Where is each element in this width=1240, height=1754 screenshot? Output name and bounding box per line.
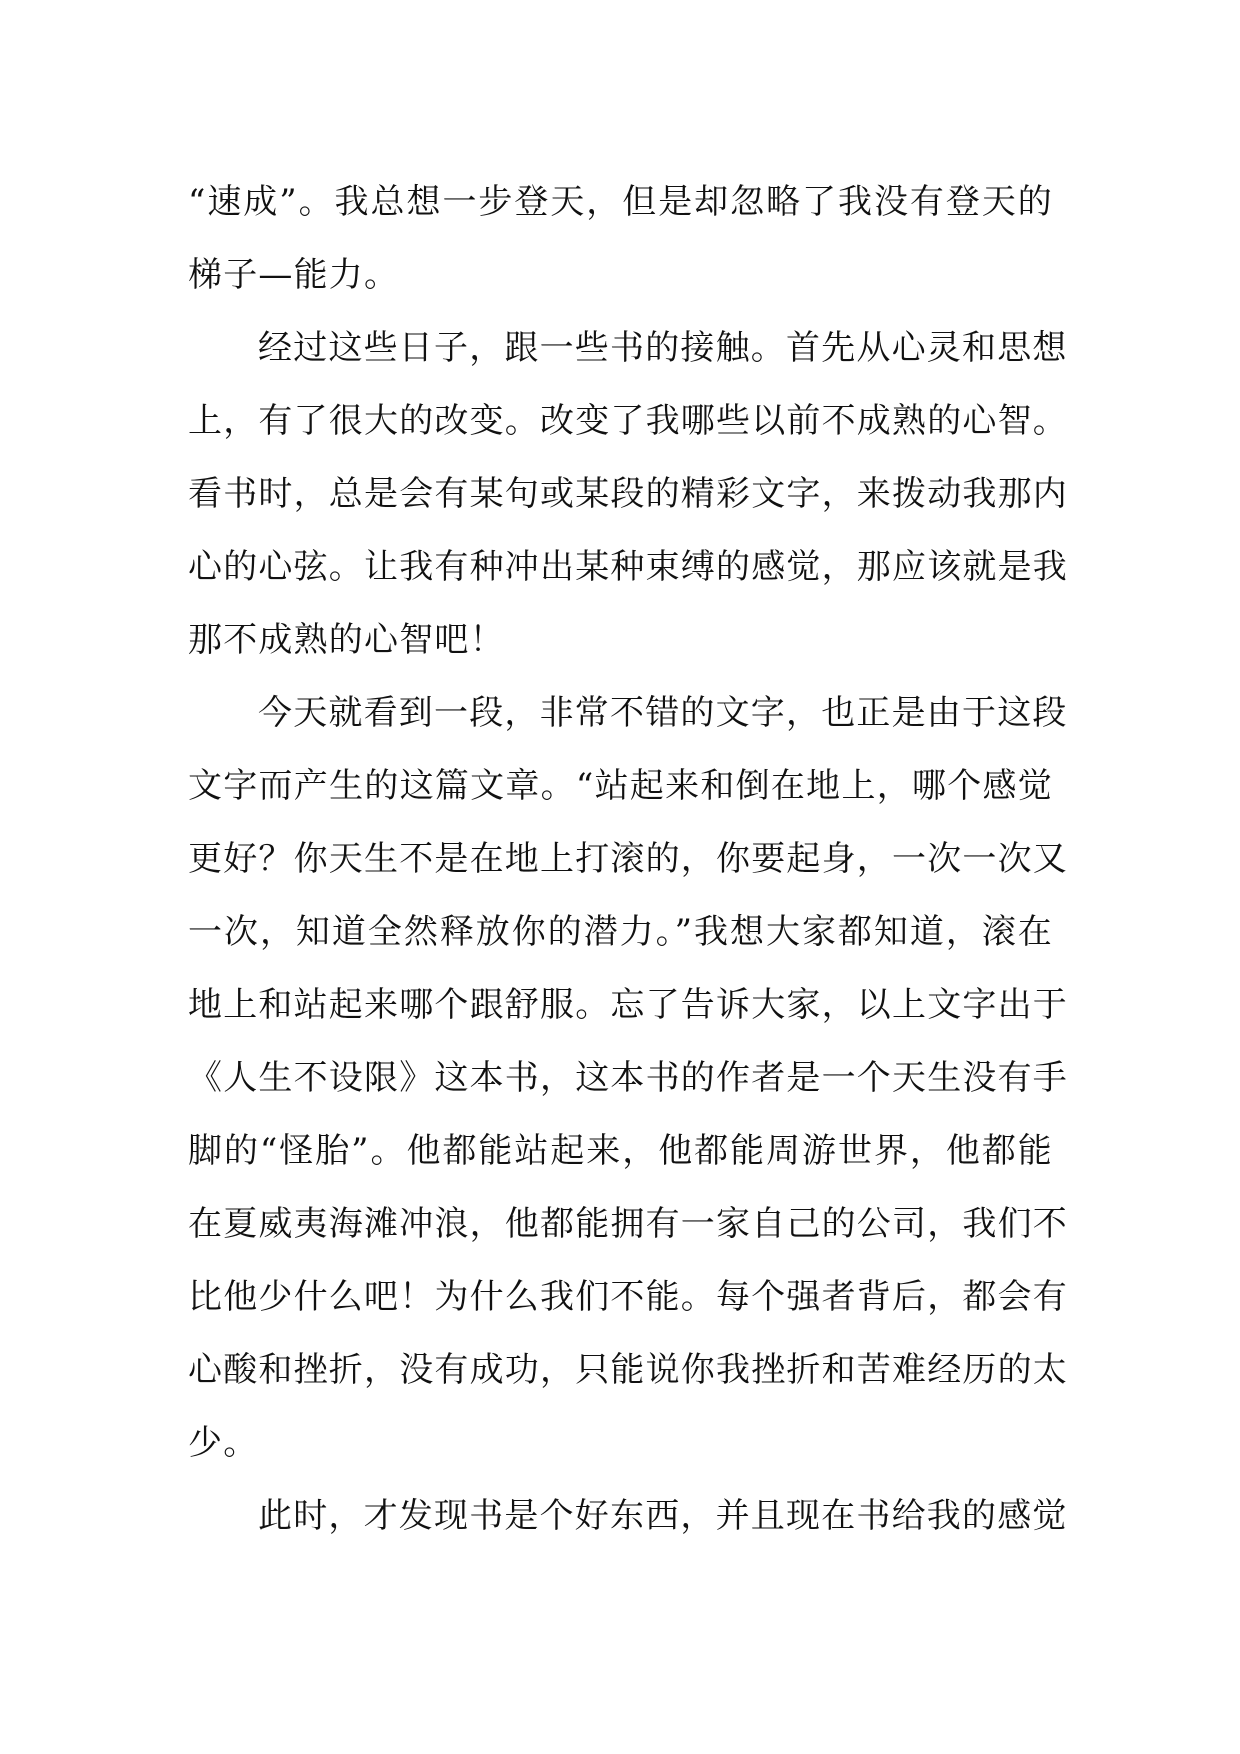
text-line-9: 文字而产生的这篇文章。“站起来和倒在地上，哪个感觉 xyxy=(188,766,1053,806)
text-line-8: 今天就看到一段，非常不错的文字，也正是由于这段 xyxy=(258,693,1068,733)
text-line-2: 梯子—能力。 xyxy=(188,255,400,295)
text-line-19: 此时，才发现书是个好东西，并且现在书给我的感觉 xyxy=(258,1496,1068,1536)
text-line-18: 少。 xyxy=(188,1423,259,1463)
text-line-16: 比他少什么吧！为什么我们不能。每个强者背后，都会有 xyxy=(188,1277,1068,1317)
text-line-1: “速成”。我总想一步登天，但是却忽略了我没有登天的 xyxy=(188,182,1053,222)
text-line-10: 更好？你天生不是在地上打滚的，你要起身，一次一次又 xyxy=(188,839,1068,879)
text-line-15: 在夏威夷海滩冲浪，他都能拥有一家自己的公司，我们不 xyxy=(188,1204,1068,1244)
text-line-14: 脚的“怪胎”。他都能站起来，他都能周游世界，他都能 xyxy=(188,1131,1053,1171)
text-line-11: 一次，知道全然释放你的潜力。”我想大家都知道，滚在 xyxy=(188,912,1053,952)
text-line-17: 心酸和挫折，没有成功，只能说你我挫折和苦难经历的太 xyxy=(188,1350,1068,1390)
text-line-13: 《人生不设限》这本书，这本书的作者是一个天生没有手 xyxy=(188,1058,1068,1098)
text-line-3: 经过这些日子，跟一些书的接触。首先从心灵和思想 xyxy=(258,328,1068,368)
text-line-12: 地上和站起来哪个跟舒服。忘了告诉大家，以上文字出于 xyxy=(188,985,1068,1025)
text-line-6: 心的心弦。让我有种冲出某种束缚的感觉，那应该就是我 xyxy=(188,547,1068,587)
text-line-5: 看书时，总是会有某句或某段的精彩文字，来拨动我那内 xyxy=(188,474,1068,514)
text-line-7: 那不成熟的心智吧！ xyxy=(188,620,505,660)
text-line-4: 上，有了很大的改变。改变了我哪些以前不成熟的心智。 xyxy=(188,401,1068,441)
body-text xyxy=(188,166,1068,1553)
